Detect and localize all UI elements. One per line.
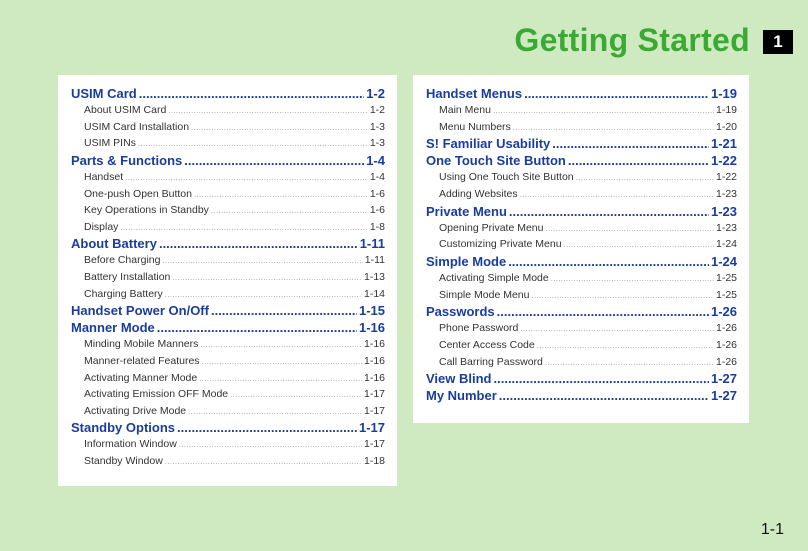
toc-entry-page: 1-16 <box>363 338 385 351</box>
toc-entry-page: 1-23 <box>715 188 737 201</box>
toc-entry-page: 1-15 <box>358 303 385 319</box>
dot-leader <box>552 135 709 152</box>
dot-leader <box>168 103 368 120</box>
toc-entry-page: 1-2 <box>369 104 385 117</box>
toc-subentry-key-operations-in-standby[interactable] <box>71 202 385 219</box>
toc-subentry-before-charging[interactable] <box>71 252 385 269</box>
toc-section-passwords[interactable] <box>426 303 737 320</box>
toc-entry-label: One Touch Site Button <box>426 153 566 169</box>
toc-entry-page: 1-11 <box>359 236 385 252</box>
page-number: 1-1 <box>760 521 784 538</box>
toc-entry-page: 1-25 <box>715 272 737 285</box>
dot-leader <box>191 120 368 137</box>
dot-leader <box>199 371 362 388</box>
toc-entry-label: Activating Drive Mode <box>84 404 187 417</box>
toc-entry-page: 1-17 <box>363 404 385 417</box>
toc-subentry-usim-card-installation[interactable] <box>71 119 385 136</box>
dot-leader <box>531 288 714 305</box>
toc-entry-page: 1-17 <box>363 388 385 401</box>
toc-entry-page: 1-24 <box>715 238 737 251</box>
toc-section-handset-power-on-off[interactable] <box>71 302 385 319</box>
toc-entry-label: One-push Open Button <box>84 187 192 200</box>
toc-subentry-usim-pins[interactable] <box>71 135 385 152</box>
toc-entry-page: 1-19 <box>715 104 737 117</box>
toc-entry-label: USIM Card Installation <box>84 120 190 133</box>
toc-entry-label: Handset <box>84 170 124 183</box>
toc-entry-page: 1-18 <box>363 455 385 468</box>
toc-subentry-activating-simple-mode[interactable] <box>426 270 737 287</box>
dot-leader <box>508 253 709 270</box>
toc-entry-label: USIM Card <box>71 86 137 101</box>
dot-leader <box>537 338 714 355</box>
toc-subentry-about-usim-card[interactable] <box>71 102 385 119</box>
toc-subentry-customizing-private-menu[interactable] <box>426 236 737 253</box>
dot-leader <box>230 387 362 404</box>
toc-entry-page: 1-19 <box>710 86 737 101</box>
toc-subentry-display[interactable] <box>71 219 385 236</box>
toc-subentry-manner-related-features[interactable] <box>71 353 385 370</box>
toc-entry-page: 1-17 <box>363 438 385 451</box>
dot-leader <box>551 271 714 288</box>
toc-section-about-battery[interactable] <box>71 235 385 252</box>
toc-entry-page: 1-4 <box>369 170 385 183</box>
toc-subentry-using-one-touch-site-button[interactable] <box>426 169 737 186</box>
toc-entry-page: 1-25 <box>715 288 737 301</box>
toc-subentry-battery-installation[interactable] <box>71 269 385 286</box>
toc-entry-page: 1-14 <box>363 287 385 300</box>
dot-leader <box>159 235 358 252</box>
dot-leader <box>520 321 714 338</box>
dot-leader <box>188 404 362 421</box>
chapter-number-badge: 1 <box>763 30 793 54</box>
toc-subentry-adding-websites[interactable] <box>426 186 737 203</box>
toc-entry-label: Standby Window <box>84 455 163 468</box>
toc-entry-page: 1-2 <box>366 86 385 101</box>
dot-leader <box>509 203 709 220</box>
toc-entry-label: Passwords <box>426 304 495 320</box>
toc-subentry-handset[interactable] <box>71 169 385 186</box>
dot-leader <box>139 85 364 102</box>
toc-section-s-familiar-usability[interactable] <box>426 135 737 152</box>
toc-entry-page: 1-6 <box>369 187 385 200</box>
toc-entry-label: Minding Mobile Manners <box>84 338 199 351</box>
toc-entry-page: 1-23 <box>715 221 737 234</box>
toc-entry-label: Parts & Functions <box>71 152 183 168</box>
dot-leader <box>211 302 357 319</box>
toc-subentry-charging-battery[interactable] <box>71 286 385 303</box>
dot-leader <box>157 319 357 336</box>
toc-entry-label: Standby Options <box>71 420 175 436</box>
toc-entry-label: Private Menu <box>426 203 507 219</box>
dot-leader <box>165 287 362 304</box>
toc-entry-page: 1-22 <box>715 171 737 184</box>
toc-entry-label: Main Menu <box>439 104 491 117</box>
toc-entry-label: Handset Menus <box>426 86 523 101</box>
dot-leader <box>202 354 362 371</box>
toc-entry-label: Information Window <box>84 438 177 451</box>
dot-leader <box>497 303 709 320</box>
toc-entry-label: Menu Numbers <box>439 120 511 133</box>
toc-section-manner-mode[interactable] <box>71 319 385 336</box>
toc-entry-label: Using One Touch Site Button <box>439 171 574 184</box>
dot-leader <box>499 387 709 404</box>
toc-entry-label: Battery Installation <box>84 271 171 284</box>
toc-entry-label: Customizing Private Menu <box>439 238 562 251</box>
toc-subentry-call-barring-password[interactable] <box>426 354 737 371</box>
toc-subentry-activating-emission-off-mode[interactable] <box>71 386 385 403</box>
dot-leader <box>120 220 367 237</box>
toc-subentry-one-push-open-button[interactable] <box>71 186 385 203</box>
dot-leader <box>576 170 714 187</box>
toc-entry-label: S! Familiar Usability <box>426 136 551 152</box>
toc-subentry-minding-mobile-manners[interactable] <box>71 336 385 353</box>
toc-entry-label: Center Access Code <box>439 338 535 351</box>
toc-entry-label: Simple Mode <box>426 253 507 269</box>
toc-section-parts-functions[interactable] <box>71 152 385 169</box>
dot-leader <box>494 370 709 387</box>
toc-entry-page: 1-20 <box>715 120 737 133</box>
toc-section-one-touch-site-button[interactable] <box>426 152 737 169</box>
toc-entry-label: Simple Mode Menu <box>439 288 530 301</box>
dot-leader <box>125 170 368 187</box>
toc-entry-page: 1-27 <box>710 371 737 387</box>
toc-section-handset-menus[interactable] <box>426 85 737 102</box>
toc-entry-label: Call Barring Password <box>439 355 543 368</box>
toc-subentry-center-access-code[interactable] <box>426 337 737 354</box>
toc-subentry-activating-drive-mode[interactable] <box>71 403 385 420</box>
page-title: Getting Started <box>514 22 750 58</box>
dot-leader <box>211 203 368 220</box>
toc-entry-label: USIM PINs <box>84 137 136 150</box>
toc-entry-label: Activating Manner Mode <box>84 371 198 384</box>
toc-subentry-activating-manner-mode[interactable] <box>71 370 385 387</box>
toc-entry-page: 1-24 <box>710 253 737 269</box>
toc-subentry-opening-private-menu[interactable] <box>426 220 737 237</box>
dot-leader <box>184 152 364 169</box>
toc-subentry-information-window[interactable] <box>71 436 385 453</box>
toc-section-standby-options[interactable] <box>71 419 385 436</box>
toc-entry-label: Before Charging <box>84 254 161 267</box>
toc-entry-page: 1-17 <box>358 420 385 436</box>
toc-entry-page: 1-3 <box>369 137 385 150</box>
toc-entry-label: About USIM Card <box>84 104 167 117</box>
toc-entry-page: 1-8 <box>369 220 385 233</box>
toc-entry-page: 1-4 <box>366 152 385 168</box>
toc-subentry-main-menu[interactable] <box>426 102 737 119</box>
dot-leader <box>194 187 368 204</box>
toc-entry-page: 1-26 <box>710 304 737 320</box>
dot-leader <box>138 136 368 153</box>
dot-leader <box>513 120 714 137</box>
dot-leader <box>564 237 714 254</box>
toc-subentry-phone-password[interactable] <box>426 320 737 337</box>
toc-entry-page: 1-27 <box>710 388 737 404</box>
toc-entry-label: Adding Websites <box>439 188 518 201</box>
toc-entry-page: 1-11 <box>364 254 385 267</box>
toc-entry-label: Activating Emission OFF Mode <box>84 388 229 401</box>
toc-entry-page: 1-22 <box>710 153 737 169</box>
toc-entry-label: Manner-related Features <box>84 355 200 367</box>
dot-leader <box>179 437 362 454</box>
toc-entry-page: 1-26 <box>715 338 737 351</box>
toc-entry-page: 1-13 <box>363 271 385 284</box>
dot-leader <box>545 221 714 238</box>
toc-entry-page: 1-16 <box>363 371 385 384</box>
dot-leader <box>568 152 709 169</box>
toc-entry-label: Opening Private Menu <box>439 221 544 234</box>
toc-entry-label: View Blind <box>426 371 492 387</box>
dot-leader <box>165 454 362 471</box>
toc-entry-label: Activating Simple Mode <box>439 272 549 285</box>
toc-entry-page: 1-6 <box>369 204 385 217</box>
toc-subentry-simple-mode-menu[interactable] <box>426 287 737 304</box>
toc-right-panel <box>413 75 749 423</box>
dot-leader <box>172 270 362 287</box>
toc-entry-page: 1-3 <box>369 120 385 133</box>
toc-section-view-blind[interactable] <box>426 370 737 387</box>
toc-entry-label: Key Operations in Standby <box>84 204 209 217</box>
toc-entry-page: 1-16 <box>358 320 385 336</box>
toc-section-my-number[interactable] <box>426 387 737 404</box>
dot-leader <box>545 355 714 372</box>
toc-entry-label: Phone Password <box>439 322 519 335</box>
dot-leader <box>177 419 357 436</box>
toc-section-simple-mode[interactable] <box>426 253 737 270</box>
toc-entry-label: Charging Battery <box>84 287 163 300</box>
toc-entry-page: 1-21 <box>710 136 737 152</box>
toc-subentry-menu-numbers[interactable] <box>426 119 737 136</box>
toc-entry-label: My Number <box>426 388 497 404</box>
toc-section-private-menu[interactable] <box>426 203 737 220</box>
toc-entry-label: Manner Mode <box>71 320 155 336</box>
toc-entry-label: Handset Power On/Off <box>71 303 209 319</box>
toc-entry-page: 1-26 <box>715 355 737 368</box>
toc-subentry-standby-window[interactable] <box>71 453 385 470</box>
dot-leader <box>162 253 362 270</box>
toc-entry-label: Display <box>84 220 119 233</box>
toc-entry-label: About Battery <box>71 236 157 252</box>
toc-entry-page: 1-16 <box>363 355 385 367</box>
toc-left-panel <box>58 75 397 486</box>
dot-leader <box>200 337 362 354</box>
dot-leader <box>493 103 714 120</box>
toc-entry-page: 1-26 <box>715 322 737 335</box>
dot-leader <box>524 85 709 102</box>
toc-section-usim-card[interactable] <box>71 85 385 102</box>
dot-leader <box>520 187 714 204</box>
toc-entry-page: 1-23 <box>710 203 737 219</box>
